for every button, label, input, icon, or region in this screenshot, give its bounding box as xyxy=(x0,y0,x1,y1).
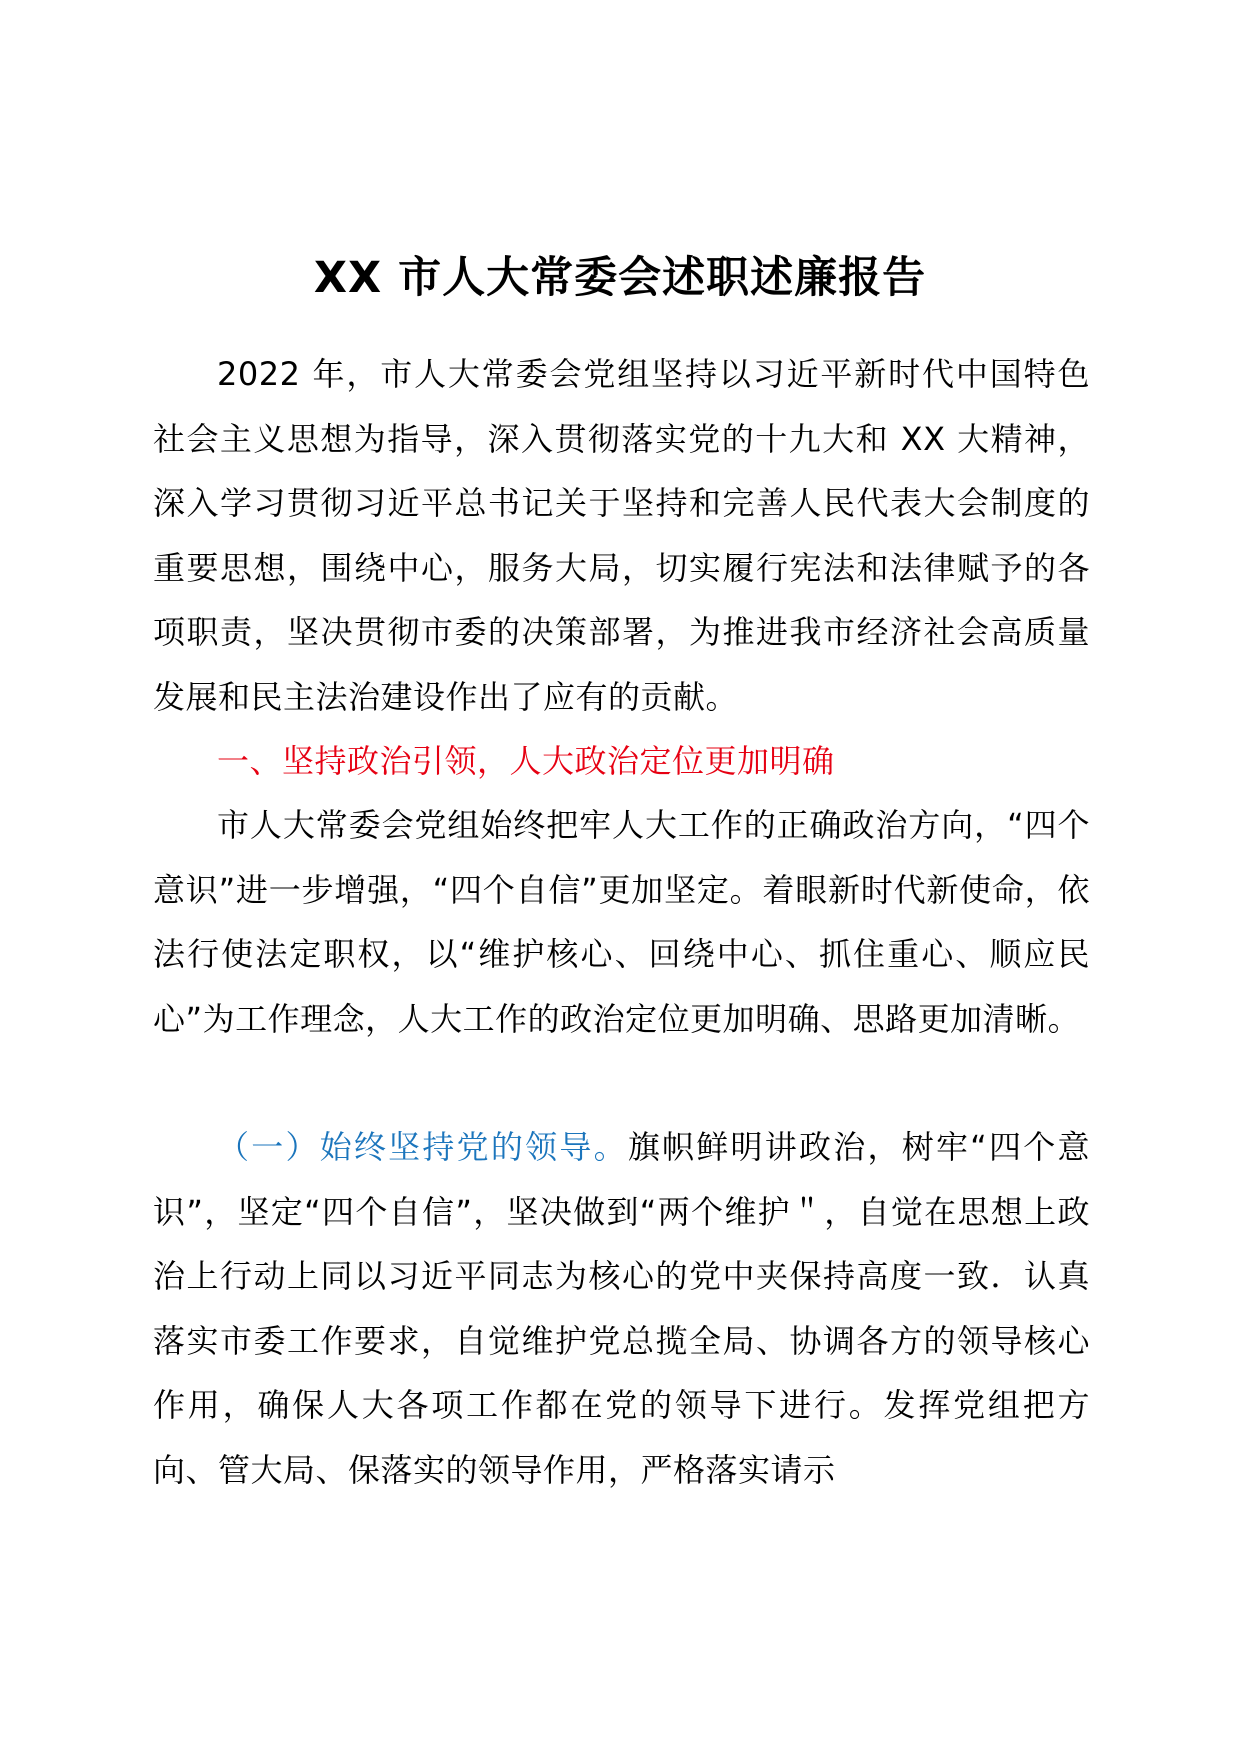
paragraph-subsection-1 xyxy=(153,1115,1090,1502)
document-title: XX 市人大常委会述职述廉报告 xyxy=(313,253,927,303)
subsection-text-1: 旗帜鲜明讲政治，树牢“四个意识”，坚定“四个自信”，坚决做到“两个维护＂，自觉在思想上政治上行动上同以习近平同志为核心的党中夹保持高度一致．认真落实市委工作要求，自觉维护党总揽全局、协调各方的领导核心作用，确保人大各项工作都在党的领导下进行。发挥党组把方向、管大局、保落实的领导作用，严格落实请示 xyxy=(153,1128,1090,1489)
paragraph-section-1: 市人大常委会党组始终把牢人大工作的正确政治方向，“四个意识”进一步增强，“四个自信”更加坚定。着眼新时代新使命，依法行使法定职权，以“维护核心、回绕中心、抓住重心、顺应民心”为工作理念，人大工作的政治定位更加明确、思路更加清晰。 xyxy=(153,806,1090,1038)
section-heading-1: 一、坚持政治引领，人大政治定位更加明确 xyxy=(217,742,835,780)
subsection-heading-1: （一）始终坚持党的领导。 xyxy=(217,1128,628,1166)
paragraph-intro: 2022 年，市人大常委会党组坚持以习近平新时代中国特色社会主义思想为指导，深入贯彻落实党的十九大和 XX 大精神，深入学习贯彻习近平总书记关于坚持和完善人民代表大会制度的重要思想，围绕中心，服务大局，切实履行宪法和法律赋予的各项职责，坚决贯彻市委的决策部署，为推进我市经济社会高质量发展和民主法治建设作出了应有的贡献。 xyxy=(153,355,1090,716)
